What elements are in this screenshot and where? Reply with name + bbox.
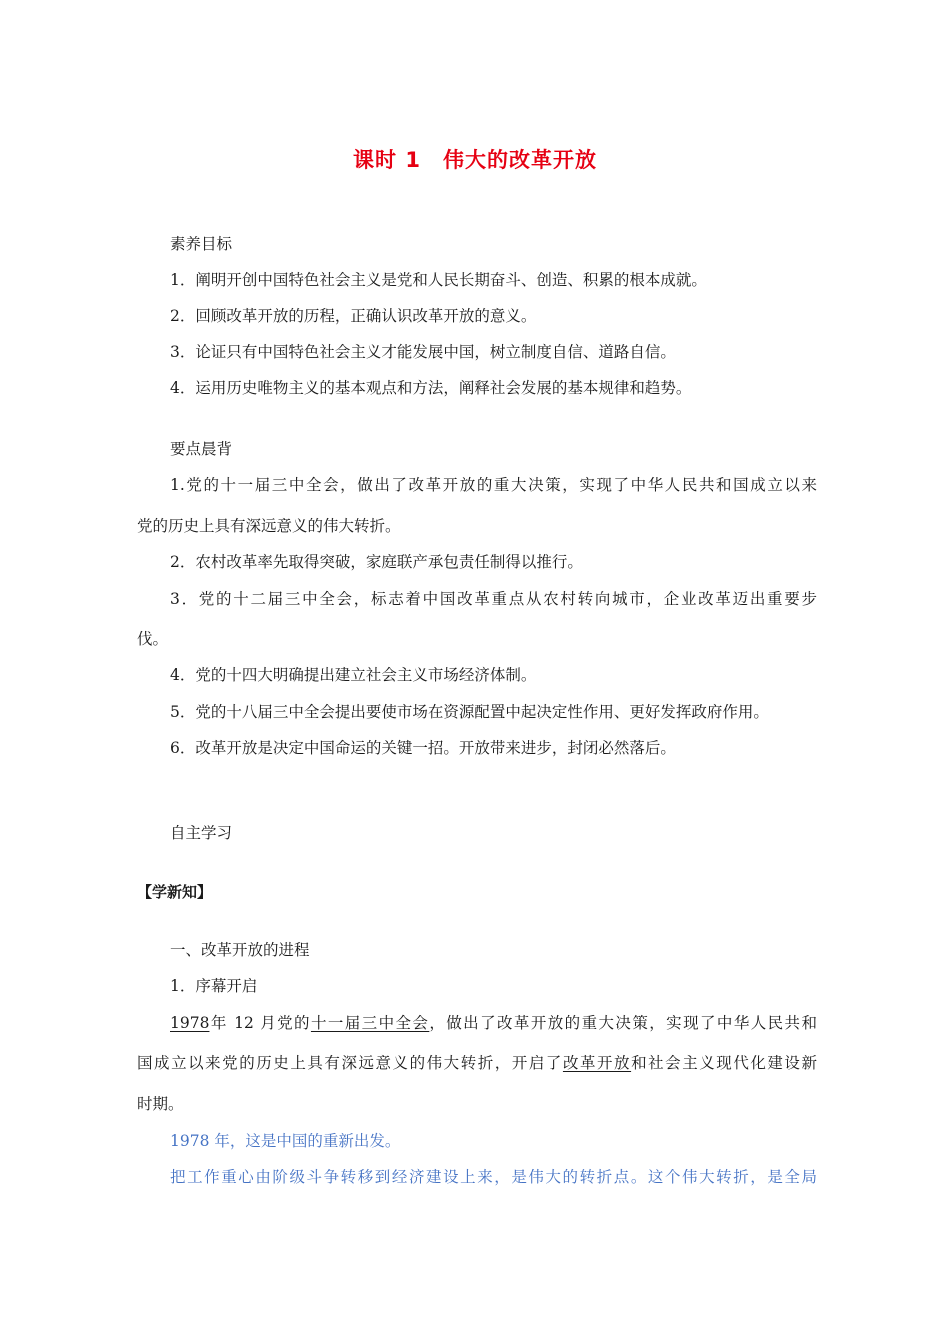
body-paragraph-line: 时期。	[137, 1095, 184, 1113]
body-paragraph-line	[170, 1013, 817, 1033]
underlined-term: 十一届三中全会	[310, 1014, 430, 1032]
keypoint-item: 3．党的十二届三中全会，标志着中国改革重点从农村转向城市，企业改革迈出重要步	[170, 590, 817, 608]
keypoint-item: 4．党的十四大明确提出建立社会主义市场经济体制。	[170, 666, 537, 684]
note-line: 1978 年，这是中国的重新出发。	[170, 1132, 401, 1150]
keypoint-item: 1.党的十一届三中全会，做出了改革开放的重大决策，实现了中华人民共和国成立以来	[170, 476, 817, 494]
goal-item: 3．论证只有中国特色社会主义才能发展中国，树立制度自信、道路自信。	[170, 343, 676, 361]
text-span: 和社会主义现代化建设新	[631, 1054, 817, 1072]
text-span: 年 12 月党的	[209, 1014, 311, 1032]
keypoint-item: 2．农村改革率先取得突破，家庭联产承包责任制得以推行。	[170, 553, 583, 571]
underlined-year: 1978	[170, 1014, 210, 1032]
page-title: 课时 1 伟大的改革开放	[353, 148, 597, 172]
subheading: 一、改革开放的进程	[170, 941, 310, 959]
text-span: ，做出了改革开放的重大决策，实现了中华人民共和	[429, 1014, 817, 1032]
goal-item: 2．回顾改革开放的历程，正确认识改革开放的意义。	[170, 307, 537, 325]
subheading: 1．序幕开启	[170, 977, 258, 995]
keypoint-item-continued: 伐。	[137, 630, 169, 648]
underlined-term: 改革开放	[562, 1054, 632, 1072]
goals-heading: 素养目标	[170, 235, 233, 253]
section-label: 【学新知】	[137, 883, 213, 901]
keypoint-item-continued: 党的历史上具有深远意义的伟大转折。	[137, 517, 401, 535]
body-paragraph-line	[137, 1053, 817, 1073]
self-study-heading: 自主学习	[170, 824, 233, 842]
text-span: 国成立以来党的历史上具有深远意义的伟大转折，开启了	[137, 1054, 563, 1072]
note-line: 把工作重心由阶级斗争转移到经济建设上来，是伟大的转折点。这个伟大转折，是全局	[170, 1168, 817, 1186]
keypoint-item: 6．改革开放是决定中国命运的关键一招。开放带来进步，封闭必然落后。	[170, 739, 676, 757]
keypoint-item: 5．党的十八届三中全会提出要使市场在资源配置中起决定性作用、更好发挥政府作用。	[170, 703, 769, 721]
goal-item: 4．运用历史唯物主义的基本观点和方法，阐释社会发展的基本规律和趋势。	[170, 379, 692, 397]
goal-item: 1．阐明开创中国特色社会主义是党和人民长期奋斗、创造、积累的根本成就。	[170, 271, 707, 289]
keypoints-heading: 要点晨背	[170, 440, 233, 458]
